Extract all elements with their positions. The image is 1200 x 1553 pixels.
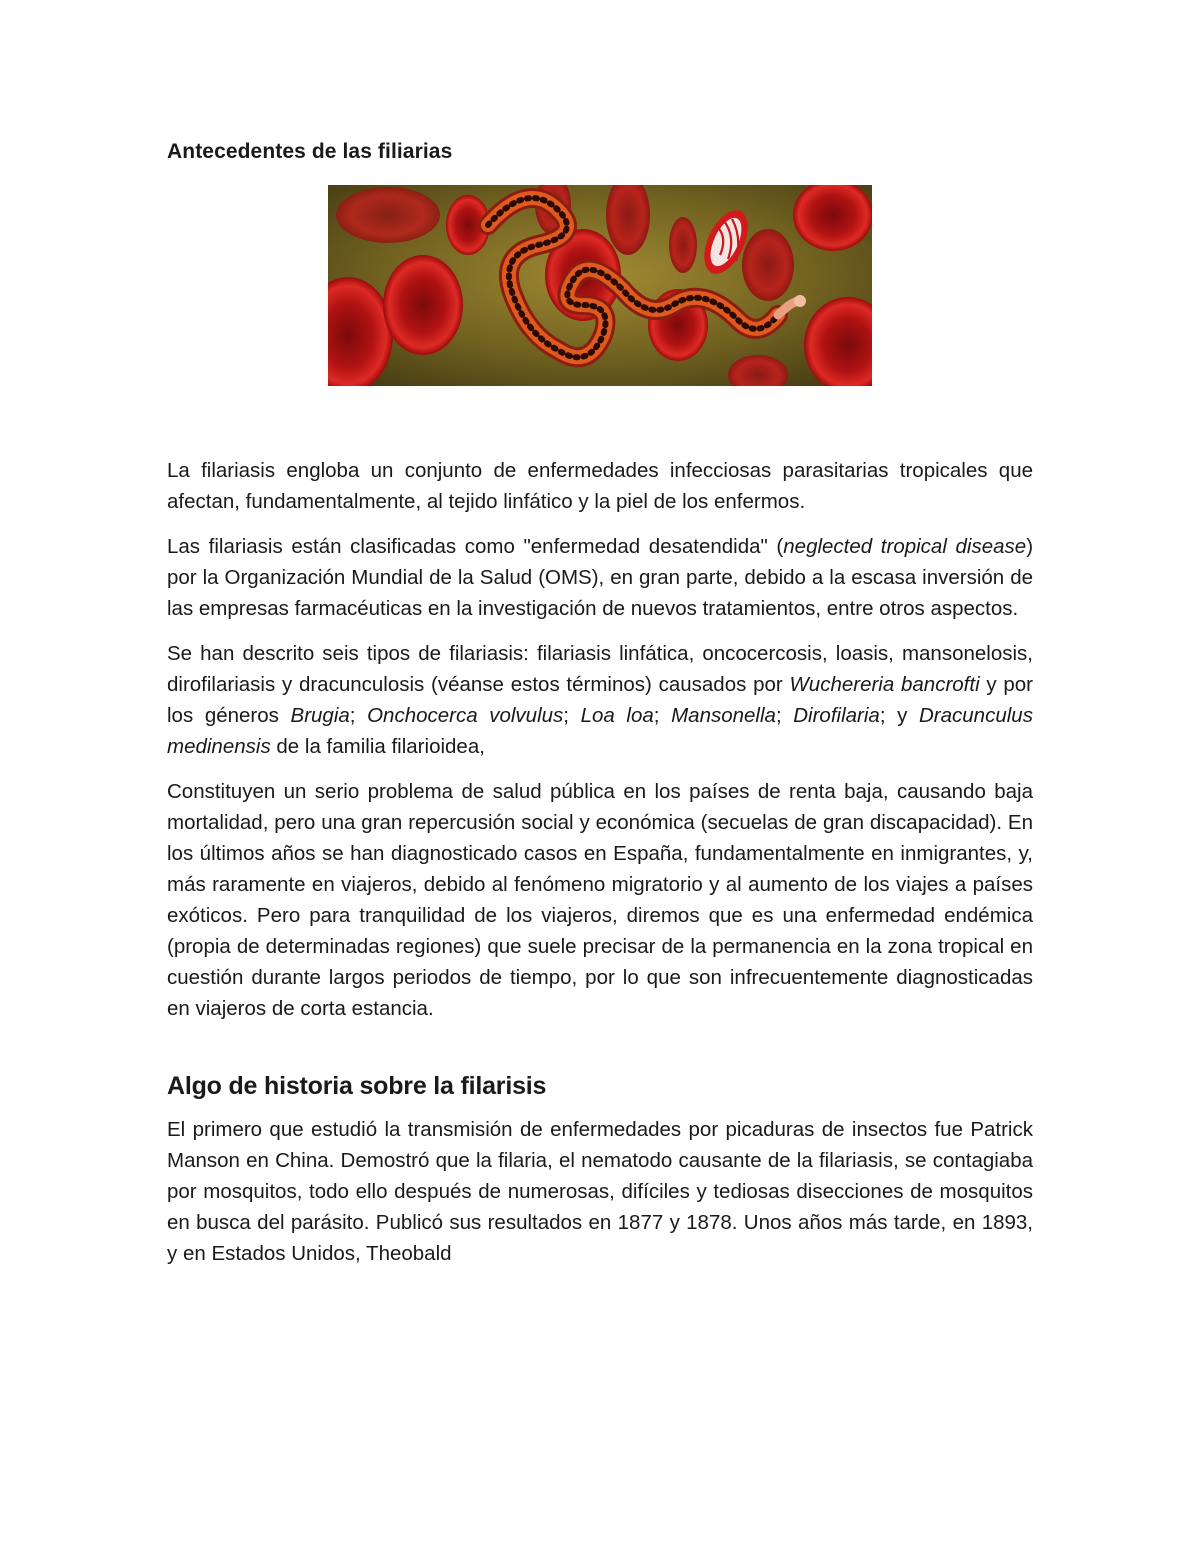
paragraph-text: Las filariasis están clasificadas como "enfermedad desatendida" (	[167, 535, 784, 558]
italic-text: Wuchereria bancrofti	[789, 673, 980, 696]
paragraph-text: Se han descrito seis tipos de filariasis: filariasis linfática, oncocercosis, loasis, mansonelosis, dirofilariasis y dracunculosis (véanse estos términos) causados por	[167, 642, 1033, 696]
italic-text: Dirofilaria	[793, 704, 880, 727]
italic-text: neglected tropical disease	[783, 535, 1027, 558]
paragraph	[167, 531, 1033, 624]
paragraph-text: La filariasis engloba un conjunto de enfermedades infecciosas parasitarias tropicales que afectan, fundamentalmente, al tejido linfático y la piel de los enfermos.	[167, 459, 1033, 513]
paragraph-text: ;	[775, 704, 794, 727]
section-paragraphs	[167, 1114, 1033, 1269]
italic-text: Mansonella	[671, 704, 776, 727]
paragraph-text: ;	[653, 704, 672, 727]
paragraph	[167, 1114, 1033, 1269]
filaria-illustration	[328, 185, 872, 386]
italic-text: Onchocerca volvulus	[367, 704, 564, 727]
paragraph-text: ; y	[879, 704, 919, 727]
paragraph-text: El primero que estudió la transmisión de enfermedades por picaduras de insectos fue Patrick Manson en China. Demostró que la filaria, el nematodo causante de la filariasis, se contagiaba por mosquitos, todo ello después de numerosas, difíciles y tediosas disecciones de mosquitos en busca del parásito. Publicó sus resultados en 1877 y 1878. Unos años más tarde, en 1893, y en Estados Unidos, Theobald	[167, 1118, 1033, 1265]
paragraph-text: y por los géneros	[167, 673, 1033, 727]
paragraph	[167, 776, 1033, 1024]
paragraph-text: ;	[349, 704, 368, 727]
filaria-blood-cells-image	[328, 185, 872, 386]
paragraph	[167, 455, 1033, 517]
intro-paragraphs	[167, 455, 1033, 1024]
italic-text: Brugia	[290, 704, 350, 727]
section-heading: Algo de historia sobre la filarisis	[167, 1072, 547, 1100]
document-body	[167, 455, 1033, 1283]
paragraph-text: ) por la Organización Mundial de la Salud (OMS), en gran parte, debido a la escasa inversión de las empresas farmacéuticas en la investigación de nuevos tratamientos, entre otros aspectos.	[167, 535, 1034, 620]
paragraph-text: de la familia filarioidea,	[270, 735, 485, 758]
paragraph	[167, 638, 1033, 762]
paragraph-text: Constituyen un serio problema de salud pública en los países de renta baja, causando baja mortalidad, pero una gran repercusión social y económica (secuelas de gran discapacidad). En los últimos años se han diagnosticado casos en España, fundamentalmente en inmigrantes, y, más raramente en viajeros, debido al fenómeno migratorio y al aumento de los viajes a países exóticos. Pero para tranquilidad de los viajeros, diremos que es una enfermedad endémica (propia de determinadas regiones) que suele precisar de la permanencia en la zona tropical en cuestión durante largos periodos de tiempo, por lo que son infrecuentemente diagnosticadas en viajeros de corta estancia.	[167, 780, 1033, 1020]
italic-text: Dracunculus medinensis	[167, 704, 1033, 758]
document-title: Antecedentes de las filiarias	[167, 140, 453, 163]
paragraph-text: ;	[563, 704, 581, 727]
italic-text: Loa loa	[580, 704, 654, 727]
